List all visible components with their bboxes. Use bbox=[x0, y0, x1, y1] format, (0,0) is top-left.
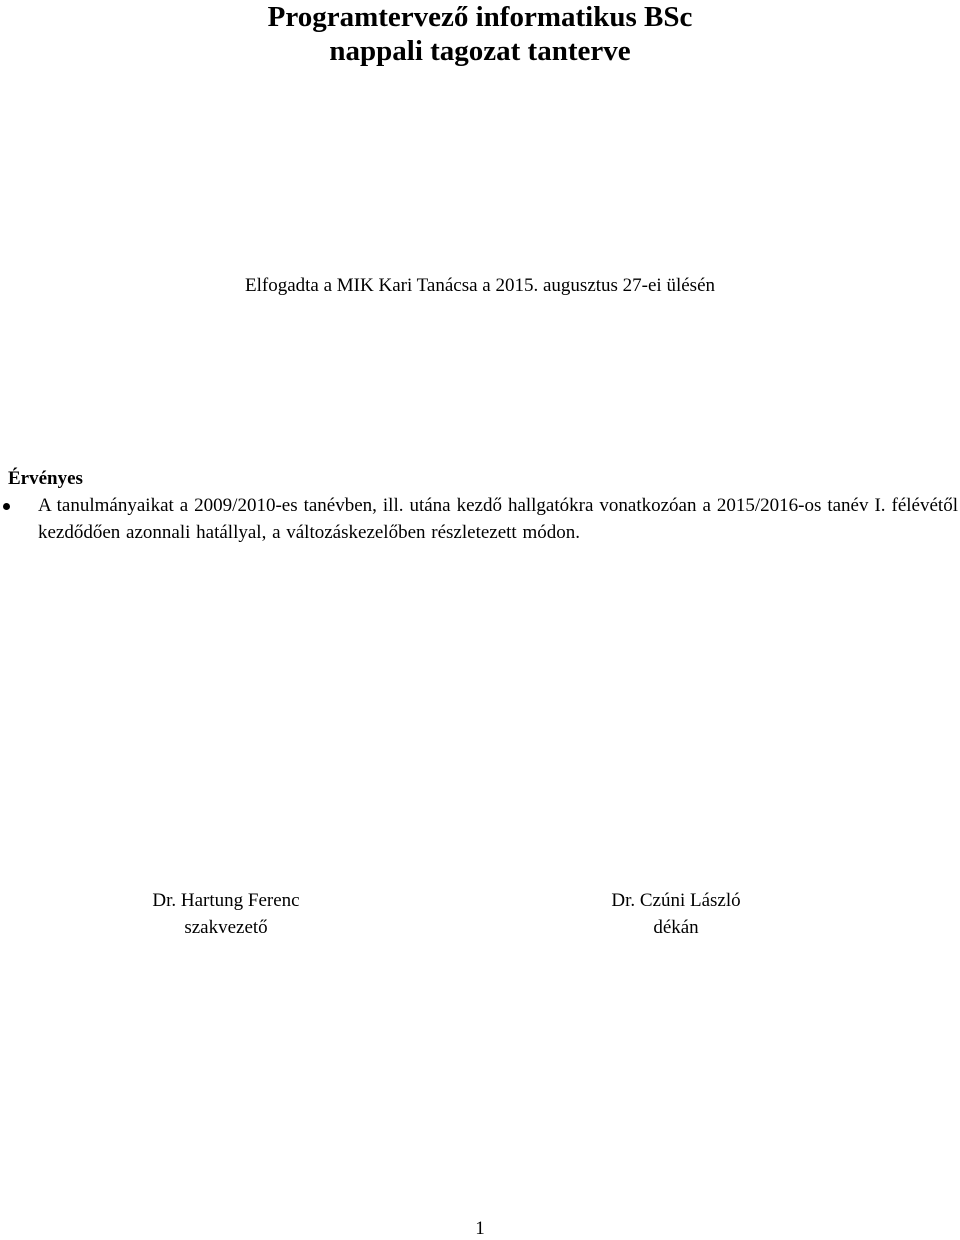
signature-right-role: dékán bbox=[653, 917, 699, 938]
title-line-1: Programtervező informatikus BSc bbox=[267, 1, 693, 33]
validity-bullet-text: A tanulmányaikat a 2009/2010-es tanévben, ill. utána kezdő hallgatókra vonatkozóan a 2015/2016-os tanév I. félévétől kezdődően azonnali hatállyal, a változáskezelőben részletezett módon. bbox=[38, 495, 958, 543]
bullet-icon bbox=[3, 503, 10, 510]
signature-right bbox=[546, 887, 806, 941]
document-title bbox=[0, 0, 960, 68]
signature-left-name: Dr. Hartung Ferenc bbox=[152, 890, 300, 911]
page-number: 1 bbox=[475, 1218, 485, 1239]
validity-heading: Érvényes bbox=[8, 468, 83, 489]
signature-left bbox=[96, 887, 356, 941]
title-line-2: nappali tagozat tanterve bbox=[329, 35, 631, 67]
approval-statement: Elfogadta a MIK Kari Tanácsa a 2015. augusztus 27-ei ülésén bbox=[245, 275, 715, 296]
signature-left-role: szakvezető bbox=[184, 917, 268, 938]
signature-right-name: Dr. Czúni László bbox=[611, 890, 741, 911]
